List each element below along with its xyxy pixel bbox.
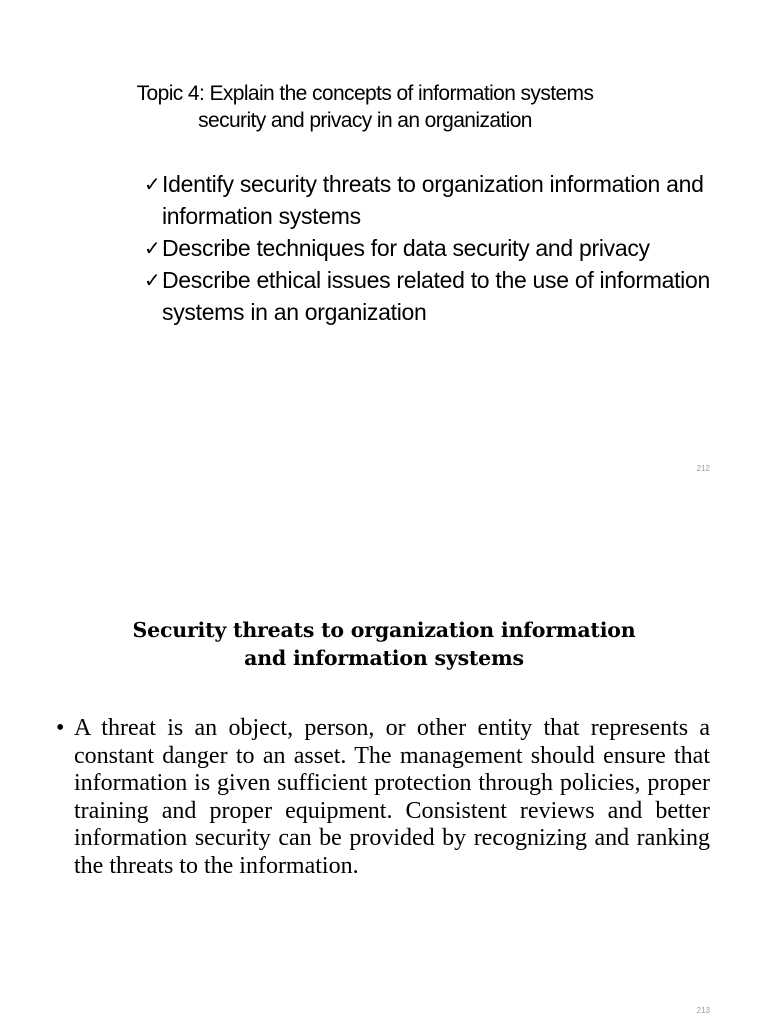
slide-213 <box>0 512 768 1024</box>
objective-item <box>146 264 746 328</box>
slide-title <box>0 616 768 672</box>
checkmark-icon: ✓ <box>144 236 161 260</box>
page-number: 213 <box>696 1006 710 1015</box>
bullet-icon: • <box>56 715 65 741</box>
bullet-text: A threat is an object, person, or other entity that represents a constant danger to an asset. The management should ensure that information is given sufficient protection through policies, proper training and proper equipment. Consistent reviews and better information security can be provided by recognizing and ranking the threats to the information. <box>74 715 710 879</box>
objective-text: Describe techniques for data security and privacy <box>162 235 650 261</box>
bullet-item <box>56 715 710 880</box>
objective-item <box>146 168 746 232</box>
checkmark-icon: ✓ <box>144 172 161 196</box>
objectives-list <box>146 168 746 328</box>
page-number: 212 <box>696 464 710 473</box>
slide-title-line-2: security and privacy in an organization <box>198 109 532 132</box>
slide-title-line-1: Topic 4: Explain the concepts of information systems <box>136 82 594 105</box>
slide-title-line-2: and information systems <box>244 646 524 670</box>
checkmark-icon: ✓ <box>144 268 161 292</box>
objective-item <box>146 232 746 264</box>
slide-title <box>0 80 730 134</box>
objective-text: Describe ethical issues related to the use of information systems in an organization <box>162 267 710 325</box>
objective-text: Identify security threats to organization information and information systems <box>162 171 704 229</box>
slide-title-line-1: Security threats to organization information <box>132 618 636 642</box>
